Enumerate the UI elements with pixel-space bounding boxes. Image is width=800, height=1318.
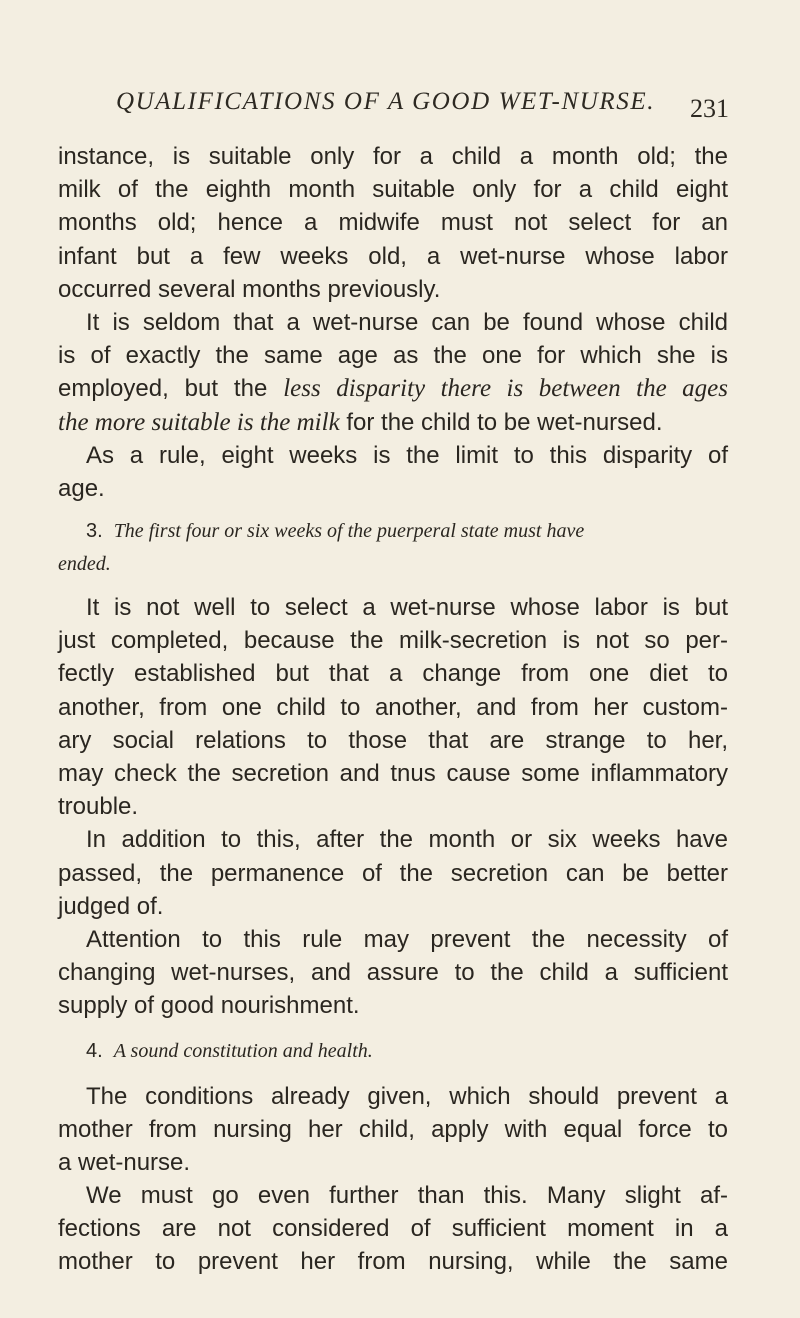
text-line: In addition to this, after the month or six weeks have bbox=[86, 826, 728, 854]
text-line: judged of. bbox=[58, 892, 164, 920]
heading-line: ended. bbox=[58, 553, 111, 576]
text-line: milk of the eighth month suitable only for a child eight bbox=[58, 176, 728, 204]
text-line: It is not well to select a wet-nurse whose labor is but bbox=[86, 594, 728, 622]
text-line: a wet-nurse. bbox=[58, 1148, 191, 1176]
text-span: for the child to be wet-nursed. bbox=[346, 408, 663, 436]
text-span: employed, but the bbox=[58, 375, 268, 403]
paragraph bbox=[58, 439, 728, 505]
emphasis-span: the more suitable is the milk bbox=[58, 408, 340, 436]
text-line: fections are not considered of sufficient moment in a bbox=[58, 1215, 728, 1243]
section-number: 4. bbox=[86, 1039, 103, 1062]
section-title: A sound constitution and health. bbox=[113, 1039, 373, 1062]
text-line: trouble. bbox=[58, 793, 139, 821]
text-line: passed, the permanence of the secretion can be better bbox=[58, 859, 728, 887]
text-line: may check the secretion and tnus cause some inflammatory bbox=[58, 760, 728, 787]
text-line: instance, is suitable only for a child a month old; the bbox=[58, 143, 728, 170]
paragraph bbox=[58, 1080, 728, 1180]
text-line: mother from nursing her child, apply with equal force to bbox=[58, 1115, 728, 1143]
text-line: infant but a few weeks old, a wet-nurse whose labor bbox=[58, 242, 728, 270]
text-line: As a rule, eight weeks is the limit to this disparity of bbox=[86, 441, 728, 469]
page-number: 231 bbox=[690, 94, 729, 123]
text-line: It is seldom that a wet-nurse can be found whose child bbox=[86, 308, 728, 336]
paragraph bbox=[58, 591, 728, 823]
text-line: another, from one child to another, and from her custom- bbox=[58, 693, 728, 721]
heading-line bbox=[58, 515, 728, 548]
paragraph bbox=[58, 923, 728, 1023]
text-line: just completed, because the milk-secretion is not so per- bbox=[58, 627, 728, 655]
section-number: 3. bbox=[86, 520, 103, 543]
section-heading-4 bbox=[58, 1035, 728, 1068]
paragraph bbox=[58, 823, 728, 923]
text-line: We must go even further than this. Many slight af- bbox=[86, 1182, 728, 1210]
text-line bbox=[58, 372, 728, 405]
text-line: fectly established but that a change from one diet to bbox=[58, 660, 728, 688]
text-line bbox=[58, 406, 728, 439]
emphasis-span: less disparity there is between the ages bbox=[283, 375, 728, 403]
paragraph bbox=[58, 1179, 728, 1279]
section-title: The first four or six weeks of the puerperal state must have bbox=[113, 520, 585, 543]
heading-line bbox=[58, 1035, 728, 1068]
text-line: months old; hence a midwife must not select for an bbox=[58, 209, 728, 237]
text-line: Attention to this rule may prevent the necessity of bbox=[86, 925, 728, 953]
text-line: ary social relations to those that are strange to her, bbox=[58, 726, 728, 754]
text-line: is of exactly the same age as the one for which she is bbox=[58, 342, 728, 370]
paragraph bbox=[58, 306, 728, 439]
body-text bbox=[58, 140, 728, 1279]
text-line: age. bbox=[58, 474, 105, 502]
text-line: The conditions already given, which should prevent a bbox=[86, 1082, 728, 1110]
section-heading-3 bbox=[58, 515, 728, 581]
text-line: supply of good nourishment. bbox=[58, 992, 360, 1020]
paragraph bbox=[58, 140, 728, 306]
running-title: QUALIFICATIONS OF A GOOD WET-NURSE. bbox=[116, 88, 656, 115]
text-line: mother to prevent her from nursing, while the same bbox=[58, 1248, 728, 1276]
text-line: occurred several months previously. bbox=[58, 275, 441, 303]
text-line: changing wet-nurses, and assure to the child a sufficient bbox=[58, 959, 728, 987]
